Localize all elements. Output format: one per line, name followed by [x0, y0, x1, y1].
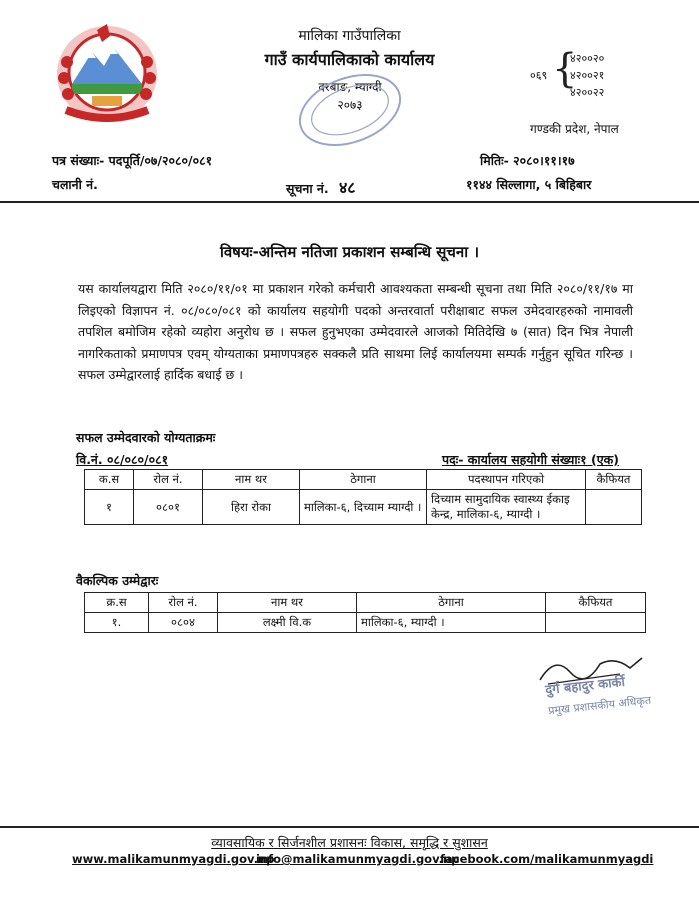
phone-number: ४२००२२ [570, 86, 605, 99]
cell: लक्ष्मी वि.क [218, 613, 357, 633]
table-row [85, 613, 646, 633]
letter-number: पत्र संख्याः- पदपूर्ति/०७/२०८०/०८१ [52, 153, 213, 168]
cell: १ [85, 490, 134, 525]
cell: मालिका-६, दिच्याम म्याग्दी । [300, 490, 427, 525]
col-header: नाम थर [203, 470, 300, 490]
col-header: क.स [85, 470, 134, 490]
brace-icon: { [552, 46, 578, 92]
notice-number-label: सूचना नं. [286, 181, 329, 196]
office-address: दरबाङ, म्याग्दी [318, 80, 382, 94]
email-link[interactable]: info@malikamunmyagdi.gov.np [256, 852, 460, 866]
col-header: कैफियत [586, 470, 642, 490]
website-link[interactable]: www.malikamunmyagdi.gov.np [72, 852, 275, 866]
signatory-role: प्रमुख प्रशासकीय अधिकृत [547, 693, 652, 718]
post-info: पदः- कार्यालय सहयोगी संख्याः१ (एक) [442, 452, 619, 467]
alternate-table [84, 592, 646, 633]
municipality-name: मालिका गाउँपालिका [298, 28, 401, 44]
cell: १. [85, 613, 149, 633]
notice-number-value: ४८ [338, 178, 356, 197]
col-header: कैफियत [546, 593, 646, 613]
col-header: ठेगाना [357, 593, 546, 613]
table-header-row [85, 470, 642, 490]
cell [546, 613, 646, 633]
col-header: रोल नं. [149, 593, 218, 613]
subject: विषयः-अन्तिम नतिजा प्रकाशन सम्बन्धि सूचना । [219, 243, 480, 261]
alternate-heading: वैकल्पिक उम्मेद्वारः [76, 573, 159, 588]
cell: ०८०४ [149, 613, 218, 633]
signatory-name: दुर्ग बहादुर कार्की [544, 674, 626, 699]
phone-number: ४२००२० [570, 52, 605, 65]
col-header: रोल नं. [134, 470, 203, 490]
footer-motto: व्यावसायिक र सिर्जनशील प्रशासनः विकास, समृद्धि र सुशासन [211, 835, 488, 850]
successful-table [84, 469, 642, 525]
advertisement-number: वि.नं. ०८/०८०/०८१ [76, 452, 169, 467]
phone-number: ४२००२१ [570, 69, 605, 82]
table-header-row [85, 593, 646, 613]
cell: दिच्याम सामुदायिक स्वास्थ्य ईकाइ केन्द्र, मालिका-६, म्याग्दी । [427, 490, 586, 525]
cell [586, 490, 642, 525]
header-divider [0, 201, 699, 203]
letter-date: मितिः- २०८०।११।१७ [480, 153, 575, 168]
table-row [85, 490, 642, 525]
cell: मालिका-६, म्याग्दी । [357, 613, 546, 633]
cell: ०८०१ [134, 490, 203, 525]
phone-area-code: ०६९ [530, 69, 548, 82]
cell: हिरा रोका [203, 490, 300, 525]
office-stamp [290, 70, 410, 150]
letter-date-ad: ११४४ सिल्लागा, ५ बिहिबार [466, 177, 592, 192]
dispatch-number: चलानी नं. [52, 177, 98, 192]
col-header: पदस्थापन गरिएको [427, 470, 586, 490]
facebook-link[interactable]: facebook.com/malikamunmyagdi [440, 852, 654, 866]
successful-heading: सफल उम्मेदवारको योग्यताक्रमः [76, 430, 216, 445]
col-header: ठेगाना [300, 470, 427, 490]
notice-number [286, 176, 356, 198]
notice-body: यस कार्यालयद्वारा मिति २०८०/११/०१ मा प्रकाशन गरेको कर्मचारी आवश्यकता सम्बन्धी सूचना तथा मिति २०८०/११/१७ मा लिइएको विज्ञापन नं. ०८/०८०/०८१ को कार्यालय सहयोगी पदको अन्तरवार्ता परीक्षाबाट सफल उमेदवारहरुको नामावली तपशिल बमोजिम रहेको व्यहोरा अनुरोध छ । सफल हुनुभएका उम्मेदवारले आजको मितिदेखि ७ (सात) दिन भित्र नेपाली नागरिकताको प्रमाणपत्र एवम् योग्यताका प्रमाणपत्रहरु सक्कलै प्रति साथमा लिई कार्यालयमा सम्पर्क गर्नुहुन सूचित गरिन्छ । सफल उम्मेद्वारलाई हार्दिक बधाई छ । [78, 281, 633, 382]
col-header: नाम थर [218, 593, 357, 613]
office-name: गाउँ कार्यपालिकाको कार्यालय [264, 50, 435, 69]
col-header: क्र.स [85, 593, 149, 613]
province: गण्डकी प्रदेश, नेपाल [530, 122, 619, 136]
established-year: २०७३ [337, 98, 363, 112]
footer-divider [0, 826, 699, 828]
